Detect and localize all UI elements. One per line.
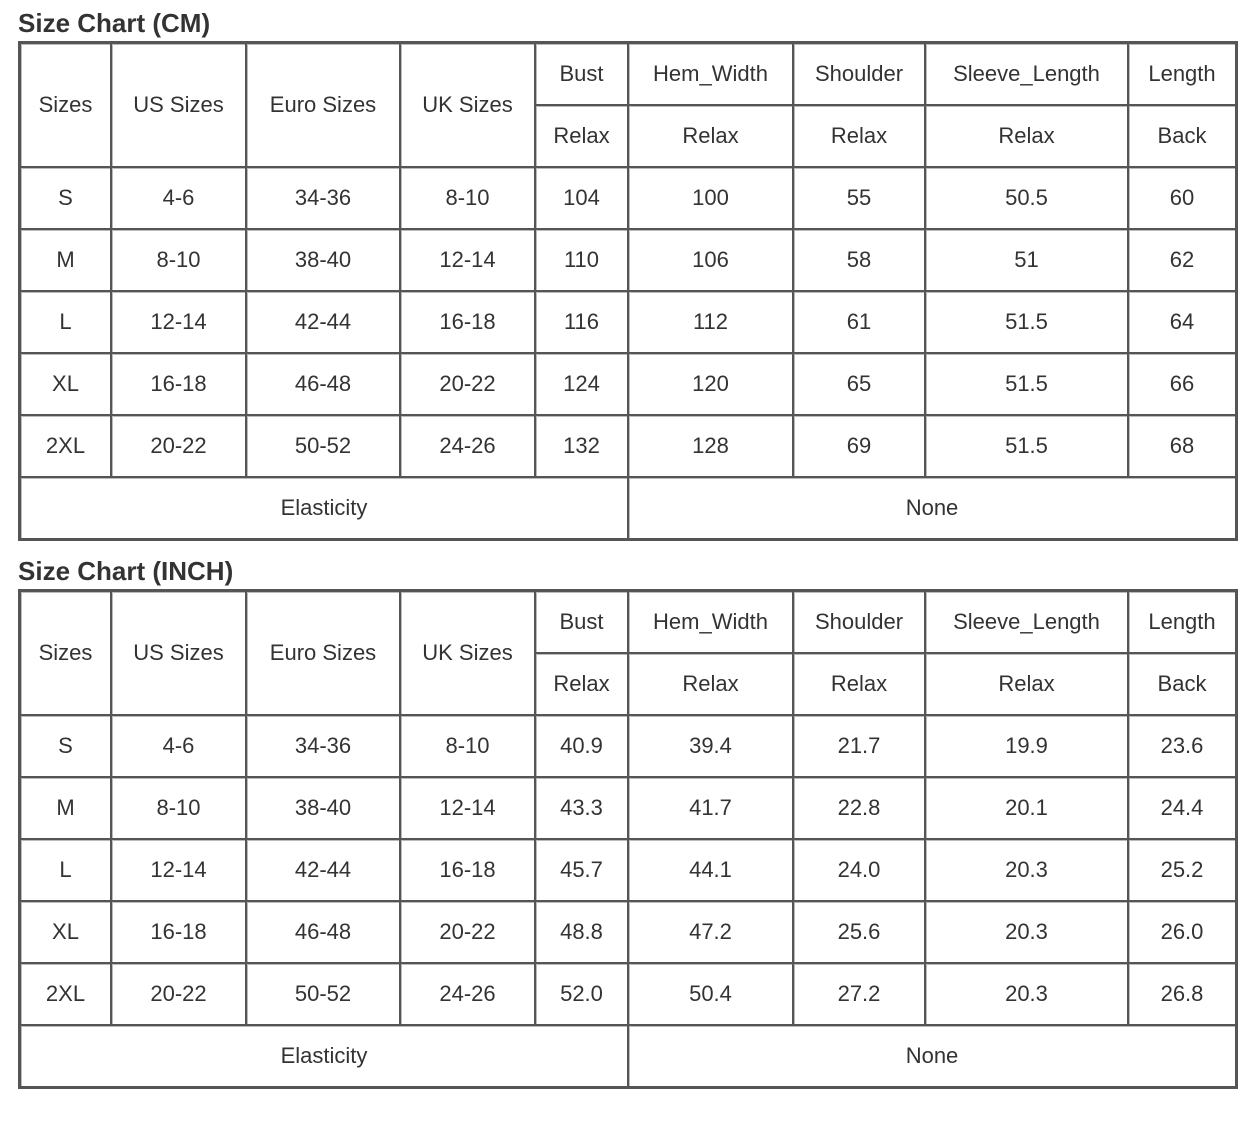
header-shoulder: Shoulder: [793, 43, 925, 105]
cell-size: L: [20, 839, 111, 901]
inch-size-table: [18, 589, 1238, 1089]
header-uk-sizes: UK Sizes: [400, 591, 535, 715]
cell-bust: 132: [535, 415, 628, 477]
cell-size: M: [20, 229, 111, 291]
subheader-sleeve-length: Relax: [925, 105, 1128, 167]
subheader-length: Back: [1128, 105, 1236, 167]
cell-us: 20-22: [111, 963, 246, 1025]
cell-length: 62: [1128, 229, 1236, 291]
cell-shoulder: 21.7: [793, 715, 925, 777]
cell-hem-width: 100: [628, 167, 793, 229]
cell-euro: 46-48: [246, 901, 400, 963]
subheader-bust: Relax: [535, 105, 628, 167]
cell-euro: 46-48: [246, 353, 400, 415]
cell-bust: 40.9: [535, 715, 628, 777]
cell-uk: 12-14: [400, 777, 535, 839]
cell-uk: 16-18: [400, 839, 535, 901]
subheader-shoulder: Relax: [793, 653, 925, 715]
cell-euro: 38-40: [246, 229, 400, 291]
cell-size: M: [20, 777, 111, 839]
cell-length: 25.2: [1128, 839, 1236, 901]
cell-uk: 16-18: [400, 291, 535, 353]
cell-euro: 50-52: [246, 963, 400, 1025]
cell-uk: 8-10: [400, 715, 535, 777]
cell-us: 20-22: [111, 415, 246, 477]
cell-hem-width: 39.4: [628, 715, 793, 777]
cell-bust: 45.7: [535, 839, 628, 901]
cell-euro: 50-52: [246, 415, 400, 477]
inch-chart-title: Size Chart (INCH): [18, 556, 234, 586]
cell-size: XL: [20, 901, 111, 963]
cm-chart-title: Size Chart (CM): [18, 8, 211, 38]
subheader-hem-width: Relax: [628, 105, 793, 167]
cell-length: 68: [1128, 415, 1236, 477]
header-uk-sizes: UK Sizes: [400, 43, 535, 167]
table-row: [20, 415, 1236, 477]
header-hem-width: Hem_Width: [628, 43, 793, 105]
table-row: [20, 167, 1236, 229]
table-row: [20, 901, 1236, 963]
cell-shoulder: 65: [793, 353, 925, 415]
cell-shoulder: 58: [793, 229, 925, 291]
cell-hem-width: 47.2: [628, 901, 793, 963]
header-us-sizes: US Sizes: [111, 43, 246, 167]
subheader-shoulder: Relax: [793, 105, 925, 167]
cell-sleeve-length: 19.9: [925, 715, 1128, 777]
subheader-sleeve-length: Relax: [925, 653, 1128, 715]
cell-sleeve-length: 20.3: [925, 963, 1128, 1025]
cell-shoulder: 22.8: [793, 777, 925, 839]
cell-hem-width: 106: [628, 229, 793, 291]
cell-hem-width: 50.4: [628, 963, 793, 1025]
cell-us: 4-6: [111, 167, 246, 229]
cell-sleeve-length: 51.5: [925, 291, 1128, 353]
cell-shoulder: 69: [793, 415, 925, 477]
table-row: [20, 291, 1236, 353]
cell-hem-width: 41.7: [628, 777, 793, 839]
cell-size: S: [20, 715, 111, 777]
table-row: [20, 715, 1236, 777]
cell-hem-width: 120: [628, 353, 793, 415]
cell-euro: 42-44: [246, 291, 400, 353]
cell-us: 8-10: [111, 229, 246, 291]
header-sizes: Sizes: [20, 591, 111, 715]
footer-row: [20, 477, 1236, 539]
cell-bust: 124: [535, 353, 628, 415]
cell-uk: 8-10: [400, 167, 535, 229]
header-bust: Bust: [535, 43, 628, 105]
cell-length: 66: [1128, 353, 1236, 415]
cell-bust: 116: [535, 291, 628, 353]
table-row: [20, 229, 1236, 291]
cell-uk: 20-22: [400, 353, 535, 415]
header-euro-sizes: Euro Sizes: [246, 43, 400, 167]
cell-shoulder: 25.6: [793, 901, 925, 963]
cell-size: S: [20, 167, 111, 229]
cell-length: 64: [1128, 291, 1236, 353]
table-row: [20, 353, 1236, 415]
cell-us: 12-14: [111, 291, 246, 353]
footer-row: [20, 1025, 1236, 1087]
cell-size: XL: [20, 353, 111, 415]
header-row: [20, 591, 1236, 653]
cell-euro: 34-36: [246, 167, 400, 229]
elasticity-value: None: [628, 1025, 1236, 1087]
cell-bust: 43.3: [535, 777, 628, 839]
header-length: Length: [1128, 591, 1236, 653]
cell-us: 16-18: [111, 353, 246, 415]
cell-us: 8-10: [111, 777, 246, 839]
table-row: [20, 963, 1236, 1025]
cell-us: 16-18: [111, 901, 246, 963]
cell-sleeve-length: 51: [925, 229, 1128, 291]
cell-sleeve-length: 51.5: [925, 415, 1128, 477]
cell-shoulder: 24.0: [793, 839, 925, 901]
cell-length: 60: [1128, 167, 1236, 229]
cell-sleeve-length: 20.1: [925, 777, 1128, 839]
header-sleeve-length: Sleeve_Length: [925, 43, 1128, 105]
subheader-hem-width: Relax: [628, 653, 793, 715]
cell-bust: 110: [535, 229, 628, 291]
cell-sleeve-length: 51.5: [925, 353, 1128, 415]
cell-length: 24.4: [1128, 777, 1236, 839]
cell-bust: 52.0: [535, 963, 628, 1025]
cell-euro: 34-36: [246, 715, 400, 777]
elasticity-value: None: [628, 477, 1236, 539]
cell-size: L: [20, 291, 111, 353]
subheader-bust: Relax: [535, 653, 628, 715]
header-length: Length: [1128, 43, 1236, 105]
cell-uk: 24-26: [400, 963, 535, 1025]
header-us-sizes: US Sizes: [111, 591, 246, 715]
cell-sleeve-length: 20.3: [925, 839, 1128, 901]
header-euro-sizes: Euro Sizes: [246, 591, 400, 715]
subheader-length: Back: [1128, 653, 1236, 715]
table-row: [20, 839, 1236, 901]
elasticity-label: Elasticity: [20, 477, 628, 539]
cell-sleeve-length: 20.3: [925, 901, 1128, 963]
cell-euro: 42-44: [246, 839, 400, 901]
cell-us: 12-14: [111, 839, 246, 901]
cell-length: 23.6: [1128, 715, 1236, 777]
cell-hem-width: 128: [628, 415, 793, 477]
cell-uk: 20-22: [400, 901, 535, 963]
cell-size: 2XL: [20, 415, 111, 477]
cell-shoulder: 55: [793, 167, 925, 229]
header-hem-width: Hem_Width: [628, 591, 793, 653]
elasticity-label: Elasticity: [20, 1025, 628, 1087]
cell-shoulder: 61: [793, 291, 925, 353]
header-bust: Bust: [535, 591, 628, 653]
cell-sleeve-length: 50.5: [925, 167, 1128, 229]
table-row: [20, 777, 1236, 839]
cell-uk: 12-14: [400, 229, 535, 291]
cell-euro: 38-40: [246, 777, 400, 839]
cell-hem-width: 44.1: [628, 839, 793, 901]
cell-hem-width: 112: [628, 291, 793, 353]
cm-size-table: [18, 41, 1238, 541]
cell-us: 4-6: [111, 715, 246, 777]
cell-bust: 48.8: [535, 901, 628, 963]
header-shoulder: Shoulder: [793, 591, 925, 653]
header-sleeve-length: Sleeve_Length: [925, 591, 1128, 653]
cell-bust: 104: [535, 167, 628, 229]
cell-shoulder: 27.2: [793, 963, 925, 1025]
cell-size: 2XL: [20, 963, 111, 1025]
header-row: [20, 43, 1236, 105]
cell-length: 26.8: [1128, 963, 1236, 1025]
cell-length: 26.0: [1128, 901, 1236, 963]
header-sizes: Sizes: [20, 43, 111, 167]
cell-uk: 24-26: [400, 415, 535, 477]
